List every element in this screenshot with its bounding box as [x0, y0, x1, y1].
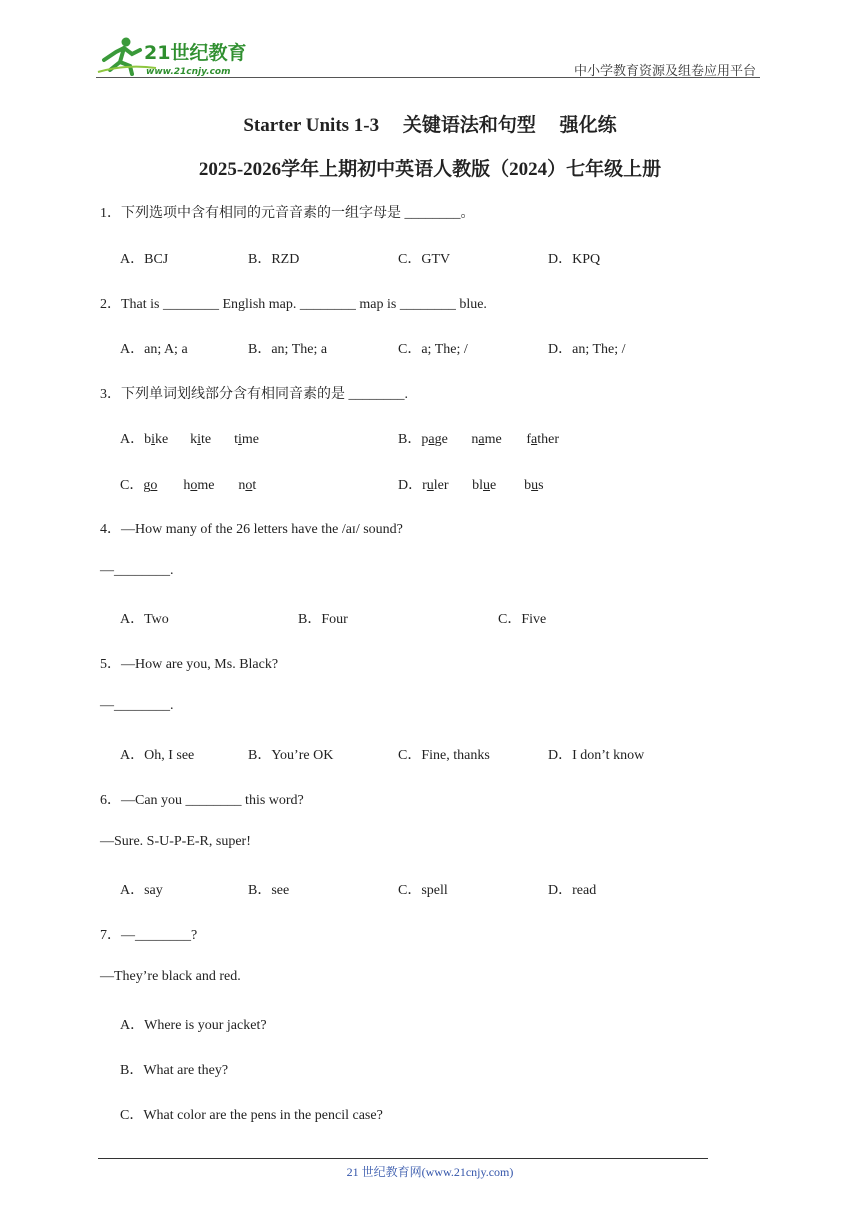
question-6-stem: 6．—Can you ________ this word? [100, 793, 304, 808]
q3-option-d[interactable] [398, 474, 544, 494]
option-word: bus [524, 478, 544, 493]
page-title: Starter Units 1-3 关键语法和句型 强化练 [243, 115, 617, 136]
q6-option-a[interactable]: A．say [120, 883, 163, 898]
option-word: blue [472, 478, 497, 493]
option-label: A． [120, 432, 145, 447]
question-4-stem: 4．—How many of the 26 letters have the /aɪ/ sound? [100, 522, 403, 537]
q1-option-a[interactable]: A．BCJ [120, 252, 169, 267]
logo-text: 21世纪教育 [144, 42, 247, 64]
question-5-answer-line: —________. [100, 698, 174, 713]
q6-option-b[interactable]: B．see [248, 883, 290, 898]
q5-option-b[interactable]: B．You’re OK [248, 748, 334, 763]
q2-option-a[interactable]: A．an; A; a [120, 342, 188, 357]
q3-option-a[interactable] [120, 428, 259, 448]
option-label: C． [120, 478, 144, 493]
q4-option-b[interactable]: B．Four [298, 612, 348, 627]
q4-option-c[interactable]: C．Five [498, 612, 547, 627]
option-word: go [143, 478, 158, 493]
q6-option-d[interactable]: D．read [548, 883, 597, 898]
option-word: not [238, 478, 257, 493]
option-label: D． [398, 478, 423, 493]
footer-divider [98, 1158, 708, 1159]
q3-option-b[interactable] [398, 428, 559, 448]
footer-link[interactable]: 21 世纪教育网(www.21cnjy.com) [346, 1165, 514, 1179]
q5-option-a[interactable]: A．Oh, I see [120, 748, 195, 763]
q5-option-d[interactable]: D．I don’t know [548, 748, 645, 763]
option-word: ruler [422, 478, 449, 493]
question-3-stem: 3．下列单词划线部分含有相同音素的是 ________. [100, 387, 408, 402]
q2-option-d[interactable]: D．an; The; / [548, 342, 626, 357]
q1-option-d[interactable]: D．KPQ [548, 252, 601, 267]
q1-option-c[interactable]: C．GTV [398, 252, 451, 267]
option-label: B． [398, 432, 422, 447]
q7-option-b[interactable]: B．What are they? [120, 1063, 229, 1078]
logo-url: www.21cnjy.com [146, 67, 231, 77]
option-word: name [471, 432, 502, 447]
option-word: page [421, 432, 448, 447]
question-2-stem: 2．That is ________ English map. ________ map is ________ blue. [100, 297, 487, 312]
question-7-answer-line: —They’re black and red. [100, 969, 241, 984]
option-word: bike [144, 432, 169, 447]
option-word: father [526, 432, 559, 447]
option-word: home [183, 478, 215, 493]
question-4-answer-line: —________. [100, 563, 174, 578]
page-subtitle: 2025-2026学年上期初中英语人教版（2024）七年级上册 [198, 159, 662, 180]
question-7-stem: 7．—________? [100, 928, 198, 943]
q7-option-c[interactable]: C．What color are the pens in the pencil case? [120, 1108, 383, 1123]
option-word: kite [190, 432, 212, 447]
q4-option-a[interactable]: A．Two [120, 612, 169, 627]
option-word: time [234, 432, 260, 447]
question-1-stem: 1．下列选项中含有相同的元音音素的一组字母是 ________。 [100, 206, 475, 221]
q2-option-c[interactable]: C．a; The; / [398, 342, 468, 357]
q1-option-b[interactable]: B．RZD [248, 252, 300, 267]
platform-slogan: 中小学教育资源及组卷应用平台 [573, 64, 756, 79]
question-6-answer-line: —Sure. S-U-P-E-R, super! [100, 834, 251, 849]
q2-option-b[interactable]: B．an; The; a [248, 342, 328, 357]
q3-option-c[interactable] [120, 474, 256, 494]
q7-option-a[interactable]: A．Where is your jacket? [120, 1018, 267, 1033]
question-5-stem: 5．—How are you, Ms. Black? [100, 657, 279, 672]
q5-option-c[interactable]: C．Fine, thanks [398, 748, 490, 763]
q6-option-c[interactable]: C．spell [398, 883, 448, 898]
header-divider [96, 77, 760, 78]
site-logo [96, 34, 266, 78]
